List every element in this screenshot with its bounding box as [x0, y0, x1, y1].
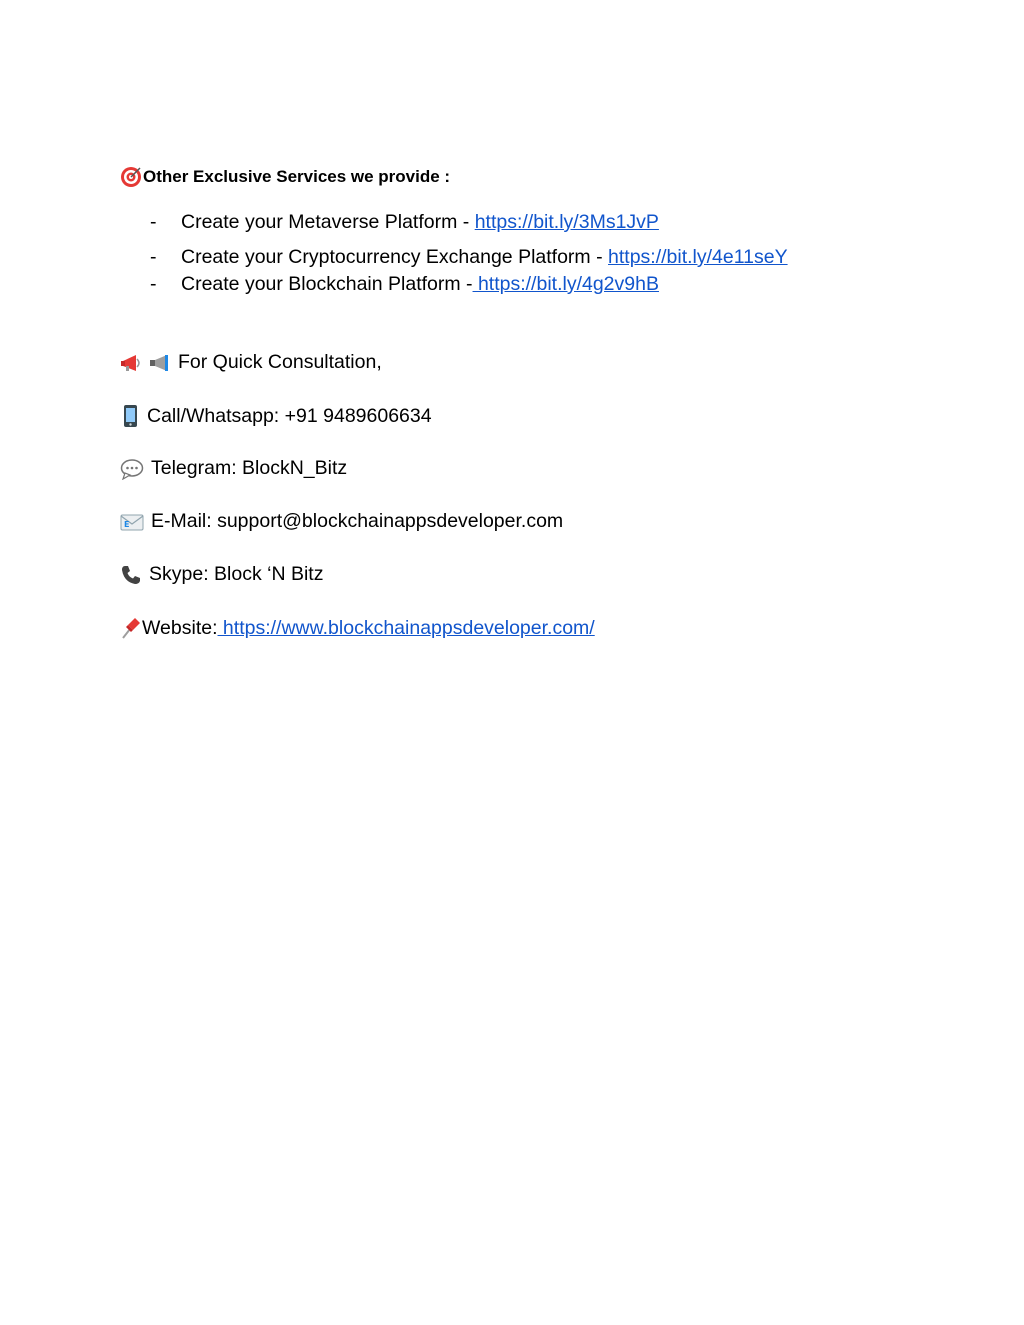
email-text: E-Mail: support@blockchainappsdeveloper.com — [151, 510, 564, 532]
service-text: Create your Cryptocurrency Exchange Platform - — [181, 246, 609, 268]
services-heading — [120, 166, 450, 188]
skype-contact — [120, 563, 323, 586]
loudspeaker-icon — [147, 352, 171, 374]
call-text: Call/Whatsapp: +91 9489606634 — [147, 404, 432, 427]
services-heading-text: Other Exclusive Services we provide : — [143, 167, 451, 186]
website-contact — [120, 616, 595, 640]
consultation-text: For Quick Consultation, — [178, 351, 382, 373]
telegram-text: Telegram: BlockN_Bitz — [151, 457, 348, 479]
list-bullet: - — [150, 273, 157, 295]
mobile-phone-icon — [120, 404, 140, 428]
skype-text: Skype: Block ‘N Bitz — [149, 563, 324, 585]
list-bullet: - — [150, 211, 157, 233]
service-text: Create your Metaverse Platform - — [181, 211, 475, 233]
svg-text:E: E — [124, 519, 130, 529]
metaverse-link[interactable]: https://bit.ly/3Ms1JvP — [474, 211, 659, 233]
service-item-blockchain — [150, 273, 659, 296]
consultation-line — [120, 351, 382, 374]
telegram-contact — [120, 457, 347, 480]
website-label: Website: — [142, 616, 218, 639]
service-text: Create your Blockchain Platform - — [181, 273, 473, 295]
email-contact — [120, 510, 563, 533]
blockchain-link[interactable]: https://bit.ly/4g2v9hB — [472, 273, 659, 295]
crypto-exchange-link[interactable]: https://bit.ly/4e11seY — [608, 246, 788, 268]
pushpin-icon — [120, 616, 142, 640]
speech-bubble-icon — [120, 458, 144, 480]
megaphone-icon — [120, 352, 144, 374]
website-link[interactable]: https://www.blockchainappsdeveloper.com/ — [217, 616, 595, 639]
service-item-metaverse — [150, 211, 659, 234]
email-icon — [120, 512, 144, 532]
call-contact — [120, 404, 432, 428]
target-icon — [120, 166, 142, 188]
telephone-receiver-icon — [120, 564, 142, 586]
list-bullet: - — [150, 246, 157, 268]
service-item-crypto-exchange — [150, 246, 788, 269]
